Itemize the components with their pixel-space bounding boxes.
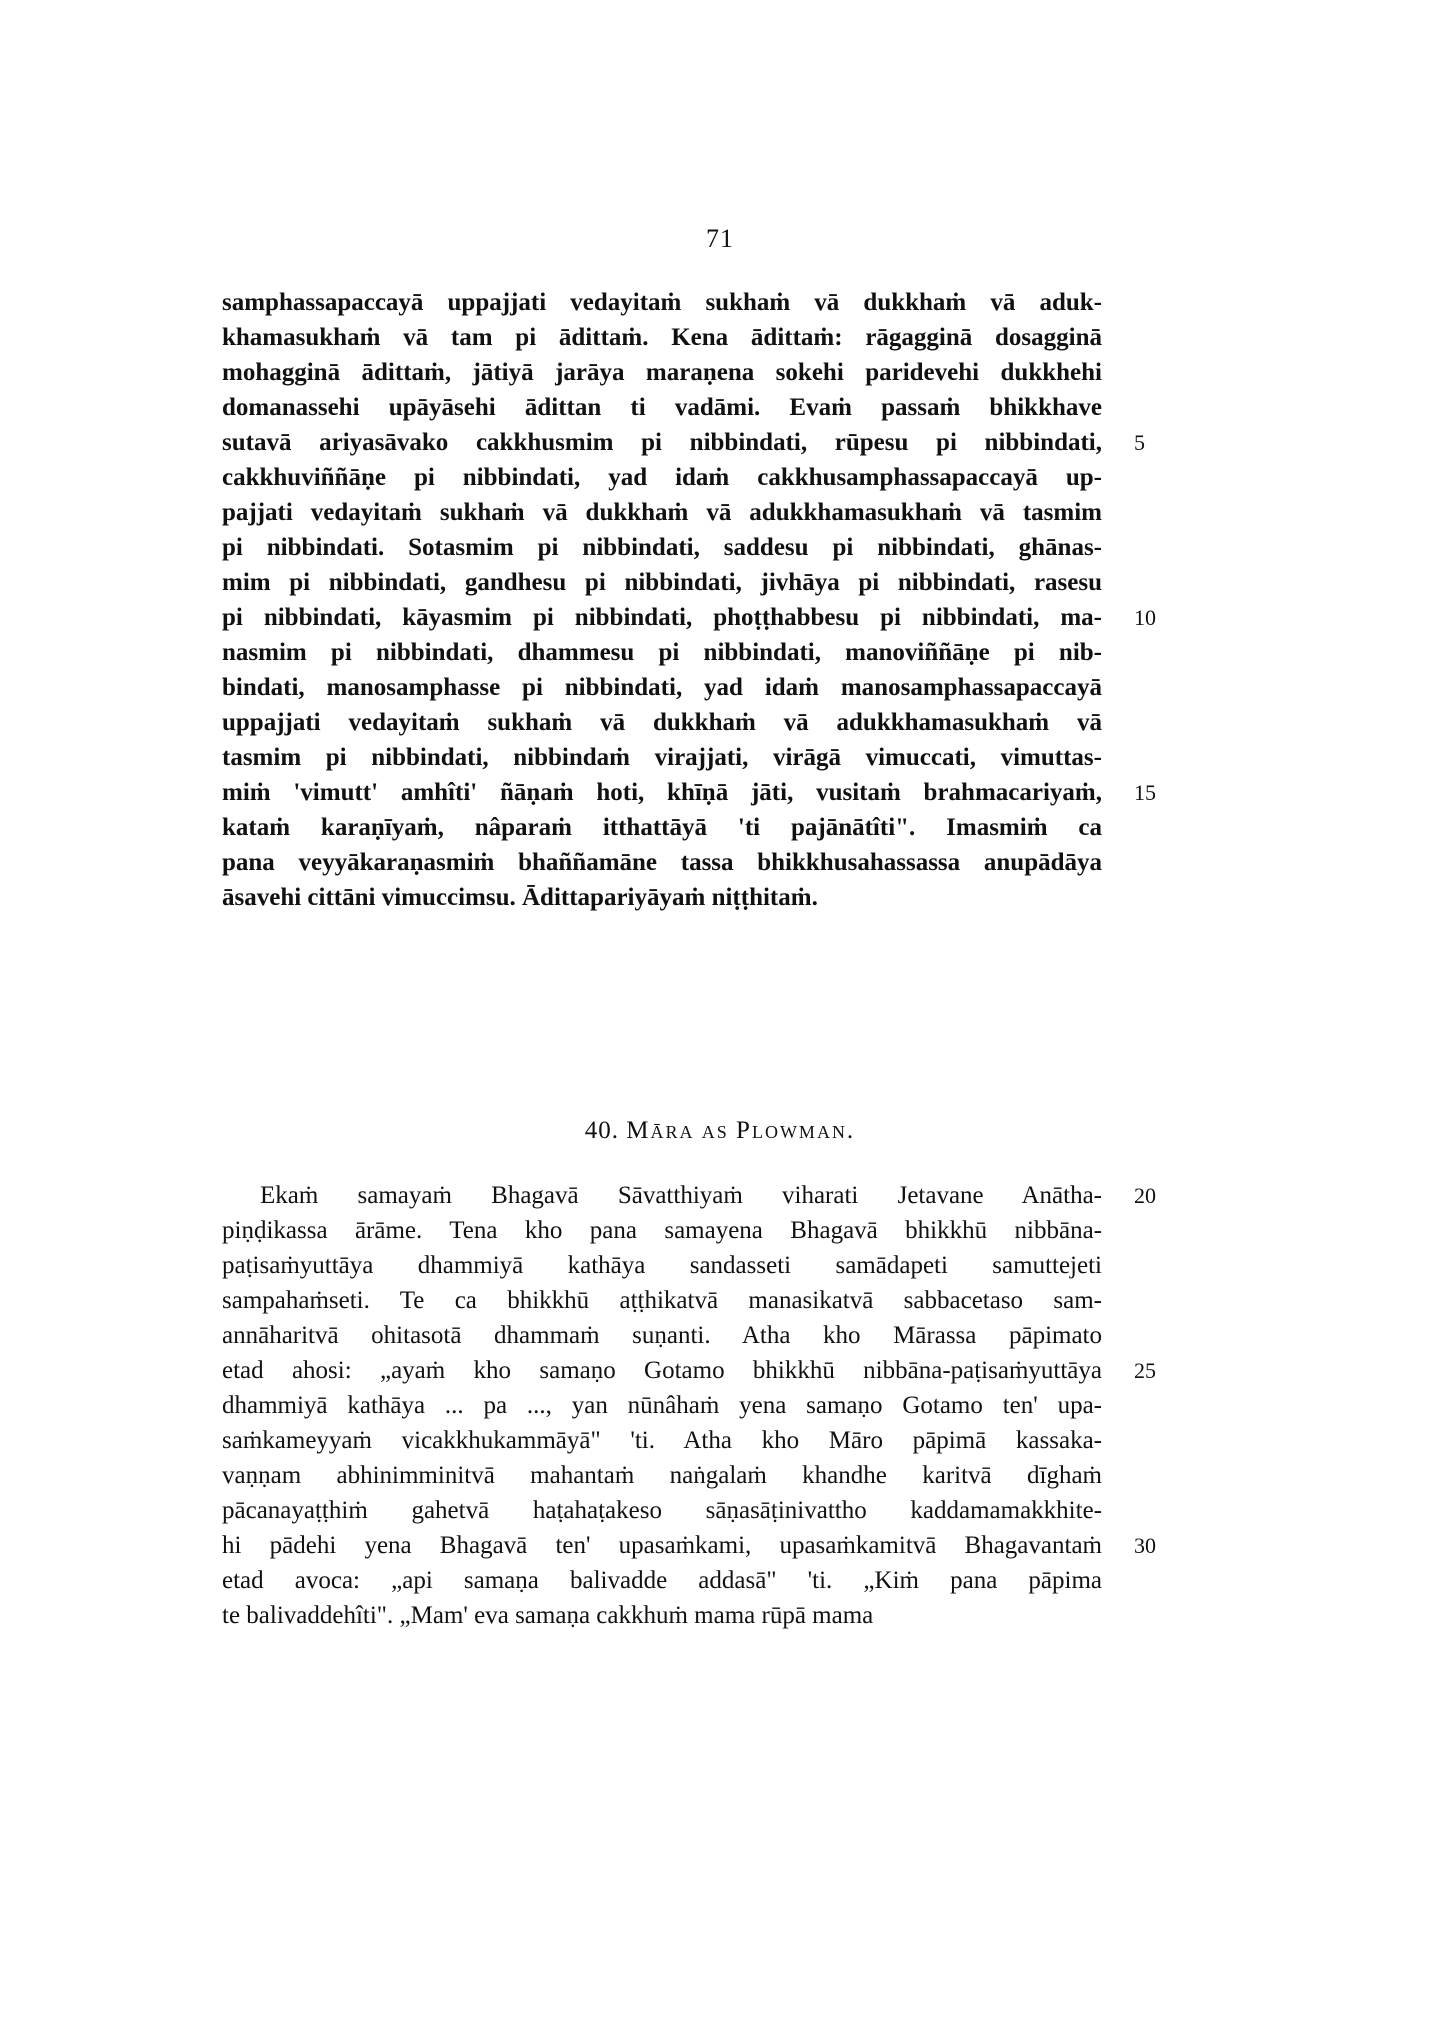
text-line: dhammiyā kathāya ... pa ..., yan nūnâhaṁ yena samaṇo Gotamo ten' upa- xyxy=(222,1392,1102,1419)
section-number: 40. xyxy=(584,1117,620,1144)
text-line: saṁkameyyaṁ vicakkhukammāyā" 'ti. Atha kho Māro pāpimā kassaka- xyxy=(222,1427,1102,1454)
section-title-word: Māra xyxy=(626,1117,695,1144)
section-title-word: Plowman. xyxy=(736,1117,856,1144)
text-line: paṭisaṁyuttāya dhammiyā kathāya sandasseti samādapeti samuttejeti xyxy=(222,1252,1102,1279)
text-line: bindati, manosamphasse pi nibbindati, yad idaṁ manosamphassapaccayā xyxy=(222,674,1102,701)
text-line: domanassehi upāyāsehi ādittan ti vadāmi. Evaṁ passaṁ bhikkhave xyxy=(222,394,1102,421)
text-line: mohagginā ādittaṁ, jātiyā jarāya maraṇena sokehi paridevehi dukkhehi xyxy=(222,359,1102,386)
page-number: 71 xyxy=(706,224,734,253)
text-line: etad avoca: „api samaṇa balivadde addasā" 'ti. „Kiṁ pana pāpima xyxy=(222,1567,1102,1594)
line-number: 20 xyxy=(1134,1183,1156,1208)
text-line: te balivaddehîti". „Mam' eva samaṇa cakkhuṁ mama rūpā mama xyxy=(222,1602,874,1629)
text-line: samphassapaccayā uppajjati vedayitaṁ sukhaṁ vā dukkhaṁ vā aduk- xyxy=(222,289,1102,316)
section-title-word: as xyxy=(701,1117,729,1144)
text-line: piṇḍikassa ārāme. Tena kho pana samayena Bhagavā bhikkhū nibbāna- xyxy=(222,1217,1102,1244)
text-line: āsavehi cittāni vimuccimsu. Ādittapariyāyaṁ niṭṭhitaṁ. xyxy=(222,884,818,911)
text-line: miṁ 'vimutt' amhîti' ñāṇaṁ hoti, khīṇā jāti, vusitaṁ brahmacariyaṁ, 15 xyxy=(222,775,1102,810)
text-line: cakkhuviññāṇe pi nibbindati, yad idaṁ cakkhusamphassapaccayā up- xyxy=(222,464,1102,491)
text-line: pi nibbindati. Sotasmim pi nibbindati, saddesu pi nibbindati, ghānas- xyxy=(222,534,1102,561)
text-line: kataṁ karaṇīyaṁ, nâparaṁ itthattāyā 'ti pajānātîti". Imasmiṁ ca xyxy=(222,814,1102,841)
line-number: 30 xyxy=(1134,1533,1156,1558)
text-line: mim pi nibbindati, gandhesu pi nibbindati, jivhāya pi nibbindati, rasesu xyxy=(222,569,1102,596)
text-line: sampahaṁseti. Te ca bhikkhū aṭṭhikatvā manasikatvā sabbacetaso sam- xyxy=(222,1287,1102,1314)
sutta-text-continuation xyxy=(222,285,1156,915)
line-number: 15 xyxy=(1134,780,1156,805)
text-line: pajjati vedayitaṁ sukhaṁ vā dukkhaṁ vā adukkhamasukhaṁ vā tasmim xyxy=(222,499,1102,526)
section-heading xyxy=(0,1117,1440,1145)
text-line: khamasukhaṁ vā tam pi ādittaṁ. Kena ādittaṁ: rāgagginā dosagginā xyxy=(222,324,1102,351)
text-line: pācanayaṭṭhiṁ gahetvā haṭahaṭakeso sāṇasāṭinivattho kaddamamakkhite- xyxy=(222,1497,1102,1524)
text-line: annāharitvā ohitasotā dhammaṁ suṇanti. Atha kho Mārassa pāpimato xyxy=(222,1322,1102,1349)
text-line: sutavā ariyasāvako cakkhusmim pi nibbindati, rūpesu pi nibbindati, 5 xyxy=(222,425,1102,460)
text-line: etad ahosi: „ayaṁ kho samaṇo Gotamo bhikkhū nibbāna-paṭisaṁyuttāya 25 xyxy=(222,1353,1102,1388)
text-line: hi pādehi yena Bhagavā ten' upasaṁkami, upasaṁkamitvā Bhagavantaṁ 30 xyxy=(222,1528,1102,1563)
text-line: Ekaṁ samayaṁ Bhagavā Sāvatthiyaṁ viharati Jetavane Anātha- 20 xyxy=(222,1178,1102,1213)
line-number: 25 xyxy=(1134,1358,1156,1383)
sutta-text-mara xyxy=(222,1178,1156,1633)
line-number: 5 xyxy=(1134,430,1145,455)
text-line: pana veyyākaraṇasmiṁ bhaññamāne tassa bhikkhusahassassa anupādāya xyxy=(222,849,1102,876)
text-line: vaṇṇam abhinimminitvā mahantaṁ naṅgalaṁ khandhe karitvā dīghaṁ xyxy=(222,1462,1102,1489)
line-number: 10 xyxy=(1134,605,1156,630)
text-line: uppajjati vedayitaṁ sukhaṁ vā dukkhaṁ vā adukkhamasukhaṁ vā xyxy=(222,709,1102,736)
text-line: tasmim pi nibbindati, nibbindaṁ virajjati, virāgā vimuccati, vimuttas- xyxy=(222,744,1102,771)
text-line: nasmim pi nibbindati, dhammesu pi nibbindati, manoviññāṇe pi nib- xyxy=(222,639,1102,666)
text-line: pi nibbindati, kāyasmim pi nibbindati, phoṭṭhabbesu pi nibbindati, ma- 10 xyxy=(222,600,1102,635)
